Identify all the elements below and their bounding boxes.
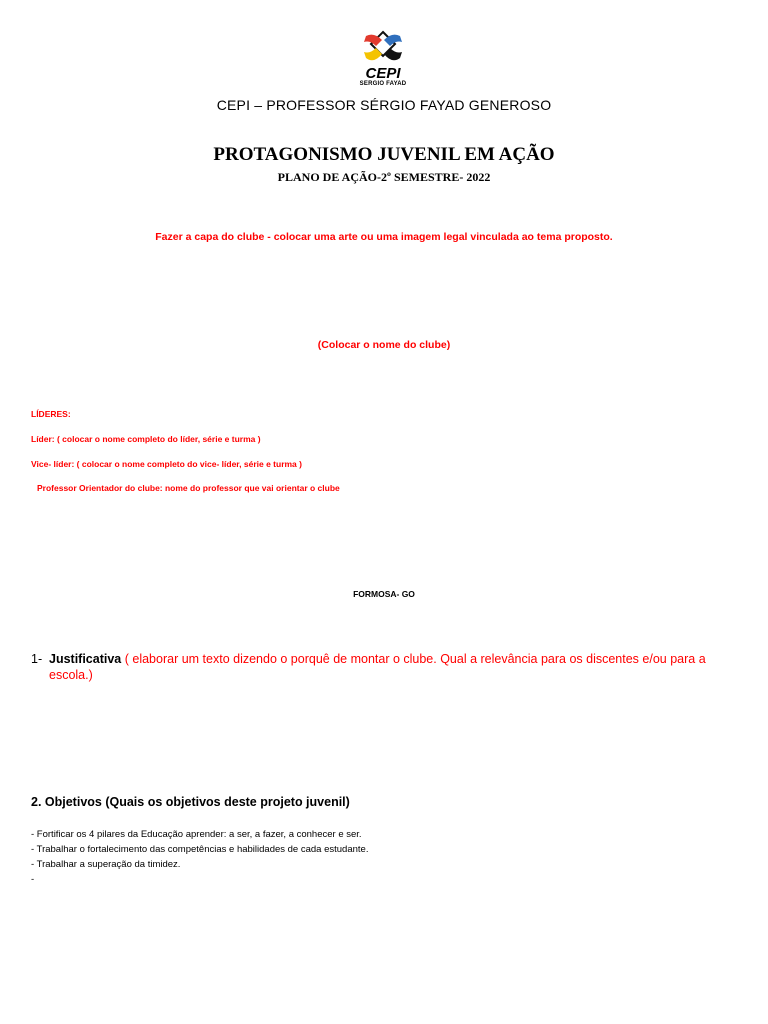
club-name-placeholder: (Colocar o nome do clube) xyxy=(317,339,451,351)
hands-logo-icon xyxy=(358,28,408,68)
section-number: 1- xyxy=(31,652,43,666)
vice-leader-line: Vice- líder: ( colocar o nome completo do vice- líder, série e turma ) xyxy=(31,459,302,469)
objective-item: - Fortificar os 4 pilares da Educação aprender: a ser, a fazer, a conhecer e ser. xyxy=(31,829,362,840)
school-name: CEPI – PROFESSOR SÉRGIO FAYAD GENEROSO xyxy=(216,97,552,113)
page-subtitle: PLANO DE AÇÃO-2º SEMESTRE- 2022 xyxy=(277,170,491,184)
objective-item: - xyxy=(31,874,35,885)
section-body xyxy=(49,651,741,683)
section-heading: Justificativa xyxy=(49,652,122,666)
cover-instruction: Fazer a capa do clube - colocar uma arte ou uma imagem legal vinculada ao tema proposto. xyxy=(155,231,613,243)
section-objetivos-heading: 2. Objetivos (Quais os objetivos deste projeto juvenil) xyxy=(31,795,350,809)
logo-main-text: CEPI xyxy=(365,65,401,82)
leader-line: Líder: ( colocar o nome completo do líder, série e turma ) xyxy=(31,434,261,444)
objective-item: - Trabalhar o fortalecimento das competências e habilidades de cada estudante. xyxy=(31,844,369,855)
section-note: ( elaborar um texto dizendo o porquê de montar o clube. Qual a relevância para os discentes e/ou para a escola.) xyxy=(49,652,706,682)
advisor-line: Professor Orientador do clube: nome do professor que vai orientar o clube xyxy=(37,483,340,493)
section-justificativa xyxy=(31,651,741,683)
leaders-heading: LÍDERES: xyxy=(31,409,71,419)
page-title: PROTAGONISMO JUVENIL EM AÇÃO xyxy=(213,144,555,165)
logo-sub-text: SERGIO FAYAD xyxy=(359,81,407,87)
objective-item: - Trabalhar a superação da timidez. xyxy=(31,859,181,870)
location-text: FORMOSA- GO xyxy=(353,589,415,599)
logo-wordmark xyxy=(340,67,426,88)
